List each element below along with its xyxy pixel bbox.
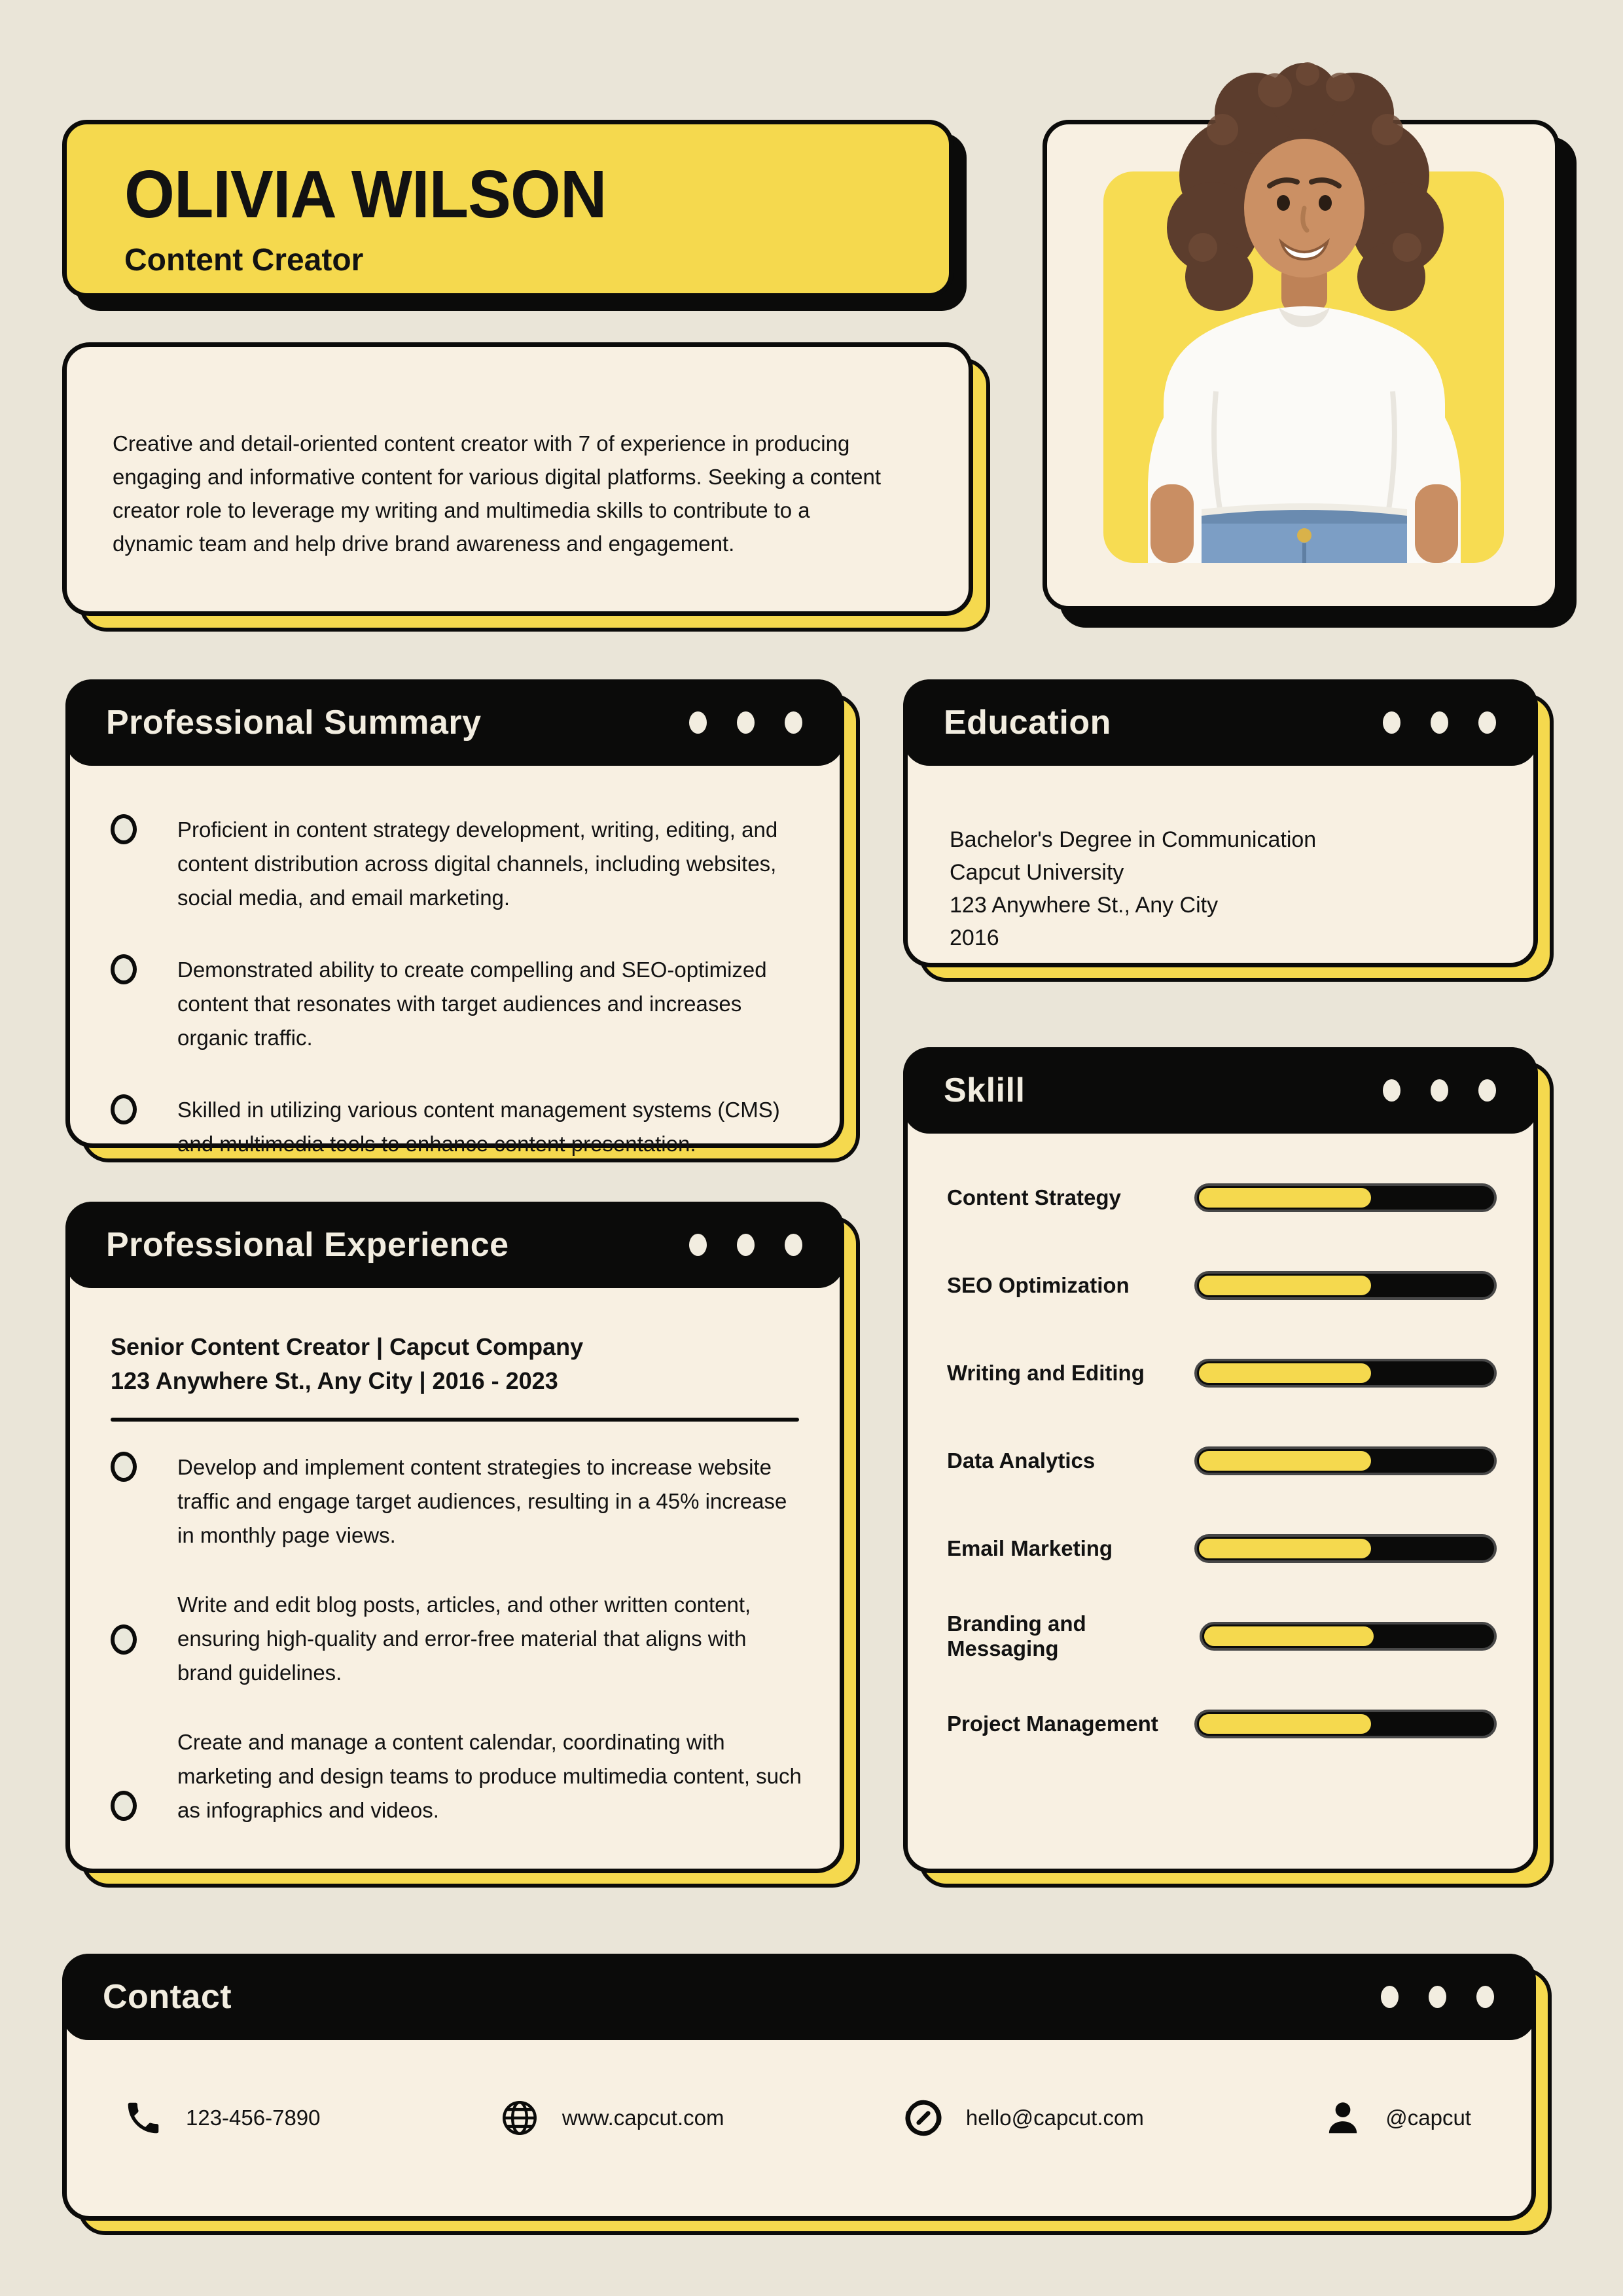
summary-titlebar — [65, 679, 844, 766]
contact-titlebar — [62, 1954, 1536, 2040]
skill-row: Writing and Editing — [947, 1359, 1497, 1388]
education-card — [903, 679, 1538, 967]
window-dots — [689, 1234, 802, 1256]
summary-bullet: Proficient in content strategy development, writing, editing, and content distribution across digital channels, including websites, social media, and email marketing. — [111, 813, 804, 915]
intro-card — [62, 342, 973, 616]
window-dots — [1383, 1079, 1496, 1102]
education-details — [908, 766, 1533, 954]
skill-bar-fill — [1199, 1451, 1371, 1471]
skill-bar — [1194, 1710, 1497, 1738]
experience-card — [65, 1202, 844, 1873]
summary-title: Professional Summary — [106, 704, 482, 742]
phone-icon — [123, 2098, 164, 2138]
link-icon — [903, 2098, 944, 2138]
contact-phone: 123-456-7890 — [123, 2098, 321, 2138]
window-dot-icon — [1478, 711, 1496, 734]
profile-photo — [1085, 51, 1524, 563]
bullet-circle-icon — [111, 1452, 137, 1482]
education-degree: Bachelor's Degree in Communication — [950, 827, 1317, 852]
contact-email: hello@capcut.com — [903, 2098, 1144, 2138]
bullet-circle-icon — [111, 1624, 137, 1655]
window-dot-icon — [1383, 711, 1400, 734]
skills-title: Sklill — [944, 1071, 1026, 1109]
contact-website: www.capcut.com — [499, 2098, 724, 2138]
window-dot-icon — [737, 711, 755, 734]
contact-social: @capcut — [1323, 2098, 1471, 2138]
education-school: Capcut University — [950, 860, 1124, 885]
summary-bullet: Skilled in utilizing various content management systems (CMS) and multimedia tools to enhance content presentation. — [111, 1093, 804, 1161]
name-card — [62, 120, 954, 298]
window-dot-icon — [1431, 1079, 1448, 1102]
globe-icon — [499, 2098, 540, 2138]
skill-bar — [1194, 1534, 1497, 1563]
bullet-circle-icon — [111, 954, 137, 984]
experience-heading — [70, 1288, 840, 1398]
window-dot-icon — [689, 1234, 707, 1256]
experience-meta: 123 Anywhere St., Any City | 2016 - 2023 — [111, 1367, 558, 1394]
window-dot-icon — [1478, 1079, 1496, 1102]
window-dot-icon — [737, 1234, 755, 1256]
skill-row: Data Analytics — [947, 1446, 1497, 1475]
skills-card — [903, 1047, 1538, 1873]
contact-card — [62, 1954, 1536, 2221]
education-titlebar — [903, 679, 1538, 766]
window-dots — [1381, 1986, 1494, 2008]
window-dot-icon — [785, 1234, 802, 1256]
window-dot-icon — [1383, 1079, 1400, 1102]
window-dot-icon — [1381, 1986, 1399, 2008]
skill-row: Project Management — [947, 1710, 1497, 1738]
skill-row: Branding and Messaging — [947, 1622, 1497, 1651]
summary-card — [65, 679, 844, 1156]
experience-bullet: Develop and implement content strategies to increase website traffic and engage target audiences, resulting in a 45% increase in monthly page views. — [111, 1450, 804, 1552]
skill-bar-fill — [1204, 1626, 1374, 1646]
skill-bar-fill — [1199, 1539, 1371, 1558]
skills-titlebar — [903, 1047, 1538, 1134]
experience-title: Professional Experience — [106, 1226, 509, 1264]
skill-bar — [1194, 1271, 1497, 1300]
experience-bullet: Create and manage a content calendar, coordinating with marketing and design teams to produce multimedia content, such as infographics and videos. — [111, 1725, 804, 1827]
window-dots — [1383, 711, 1496, 734]
experience-role: Senior Content Creator | Capcut Company — [111, 1333, 584, 1360]
skill-bar — [1194, 1183, 1497, 1212]
person-role: Content Creator — [124, 243, 364, 278]
skill-bar-fill — [1199, 1188, 1371, 1208]
skill-row: Email Marketing — [947, 1534, 1497, 1563]
skill-bar — [1194, 1359, 1497, 1388]
education-year: 2016 — [950, 925, 999, 950]
photo-card — [1043, 120, 1560, 611]
window-dot-icon — [1476, 1986, 1494, 2008]
window-dot-icon — [689, 711, 707, 734]
summary-bullet: Demonstrated ability to create compelling and SEO-optimized content that resonates with target audiences and increases organic traffic. — [111, 953, 804, 1055]
window-dots — [689, 711, 802, 734]
skill-bar-fill — [1199, 1276, 1371, 1295]
bullet-circle-icon — [111, 814, 137, 844]
bullet-circle-icon — [111, 1094, 137, 1124]
window-dot-icon — [1429, 1986, 1446, 2008]
person-icon — [1323, 2098, 1363, 2138]
experience-bullet: Write and edit blog posts, articles, and other written content, ensuring high-quality and error-free material that aligns with brand guidelines. — [111, 1588, 804, 1690]
education-title: Education — [944, 704, 1111, 742]
person-name: OLIVIA WILSON — [124, 156, 607, 232]
window-dot-icon — [785, 711, 802, 734]
skill-row: Content Strategy — [947, 1183, 1497, 1212]
experience-titlebar — [65, 1202, 844, 1288]
contact-title: Contact — [103, 1978, 232, 2016]
skill-bar-fill — [1199, 1714, 1371, 1734]
intro-text: Creative and detail-oriented content creator with 7 of experience in producing engaging and informative content for various digital platforms. Seeking a content creator role to leverage my writing and multimedia skills to contribute to a dynamic team and help drive brand awareness and engagement. — [113, 431, 882, 556]
window-dot-icon — [1431, 711, 1448, 734]
skill-row: SEO Optimization — [947, 1271, 1497, 1300]
bullet-circle-icon — [111, 1791, 137, 1821]
education-address: 123 Anywhere St., Any City — [950, 893, 1219, 918]
skill-bar — [1200, 1622, 1497, 1651]
skill-bar-fill — [1199, 1363, 1371, 1383]
skill-bar — [1194, 1446, 1497, 1475]
